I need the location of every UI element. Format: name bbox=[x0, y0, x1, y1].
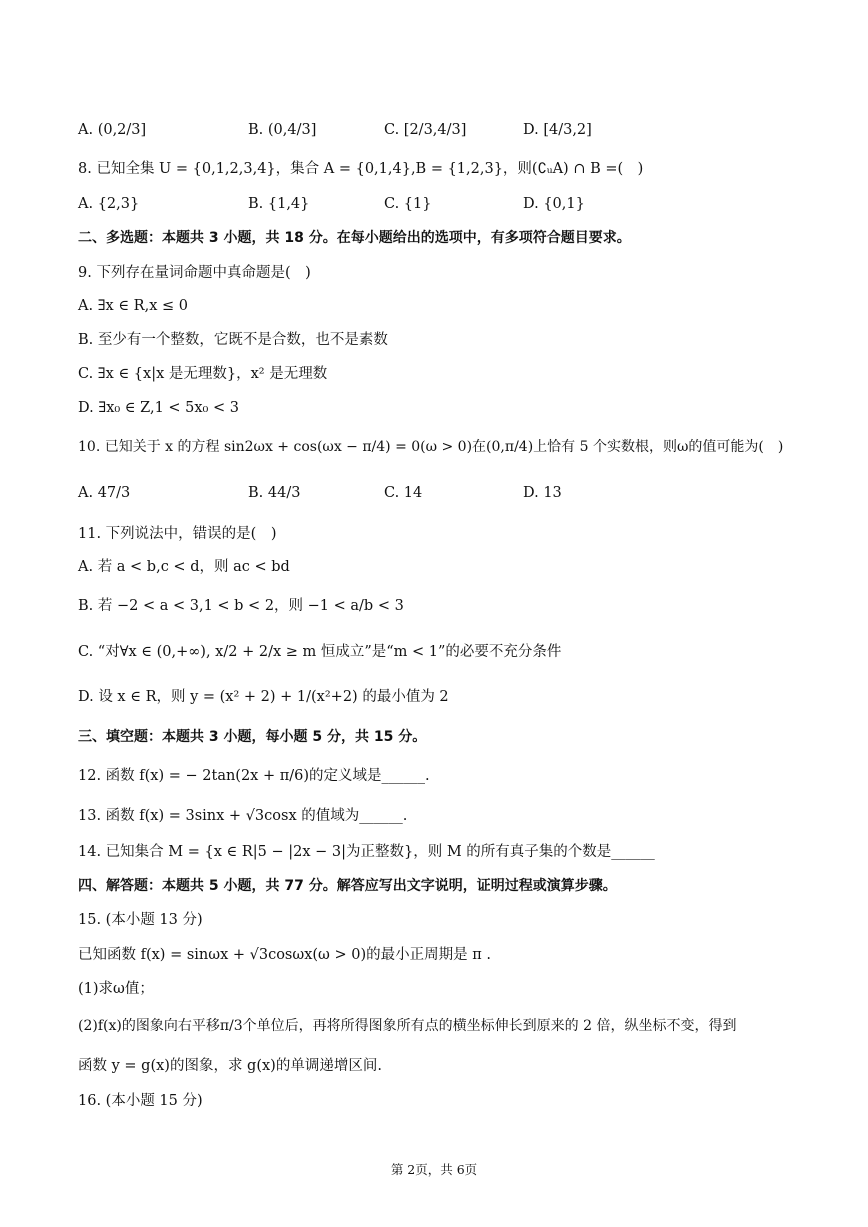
section-4-heading: 四、解答题：本题共 5 小题，共 77 分。解答应写出文字说明，证明过程或演算步骤。 bbox=[78, 878, 617, 894]
q14-text: 14. 已知集合 M = {x ∈ R|5 − |2x − 3|为正整数}，则 M 的所有真子集的个数是______ bbox=[78, 844, 655, 860]
q15-part-2-line-1: (2)f(x)的图象向右平移π/3个单位后，再将所得图象所有点的横坐标伸长到原来的 2 倍，纵坐标不变，得到 bbox=[78, 1018, 737, 1034]
q8-option-d: D. {0,1} bbox=[523, 196, 585, 212]
q11-option-d: D. 设 x ∈ R，则 y = (x² + 2) + 1/(x²+2) 的最小值为 2 bbox=[78, 689, 449, 705]
q9-option-c: C. ∃x ∈ {x|x 是无理数}，x² 是无理数 bbox=[78, 366, 328, 382]
q10-option-a: A. 47/3 bbox=[78, 485, 131, 501]
q15-part-2-line-2: 函数 y = g(x)的图象，求 g(x)的单调递增区间. bbox=[78, 1058, 382, 1074]
q10-stem: 10. 已知关于 x 的方程 sin2ωx + cos(ωx − π/4) = 0(ω > 0)在(0,π/4)上恰有 5 个实数根，则ω的值可能为( ) bbox=[78, 439, 784, 455]
q11-option-a: A. 若 a < b,c < d，则 ac < bd bbox=[78, 559, 290, 575]
q7-option-a: A. (0,2/3] bbox=[78, 122, 147, 138]
section-2-heading: 二、多选题：本题共 3 小题，共 18 分。在每小题给出的选项中，有多项符合题目要求。 bbox=[78, 230, 631, 246]
q7-option-c: C. [2/3,4/3] bbox=[384, 122, 467, 138]
q15-heading: 15. (本小题 13 分) bbox=[78, 912, 203, 928]
q11-option-c: C. “对∀x ∈ (0,+∞), x/2 + 2/x ≥ m 恒成立”是“m < 1”的必要不充分条件 bbox=[78, 644, 562, 660]
q9-option-b: B. 至少有一个整数，它既不是合数，也不是素数 bbox=[78, 332, 388, 348]
q7-option-d: D. [4/3,2] bbox=[523, 122, 592, 138]
q9-stem: 9. 下列存在量词命题中真命题是( ) bbox=[78, 265, 311, 281]
q8-stem: 8. 已知全集 U = {0,1,2,3,4}，集合 A = {0,1,4},B = {1,2,3}，则(∁ᵤA) ∩ B =( ) bbox=[78, 161, 644, 177]
section-3-heading: 三、填空题：本题共 3 小题，每小题 5 分，共 15 分。 bbox=[78, 729, 427, 745]
q9-option-a: A. ∃x ∈ R,x ≤ 0 bbox=[78, 298, 188, 314]
page-footer: 第 2页，共 6页 bbox=[390, 1162, 478, 1177]
q11-option-b: B. 若 −2 < a < 3,1 < b < 2，则 −1 < a/b < 3 bbox=[78, 598, 404, 614]
q10-option-d: D. 13 bbox=[523, 485, 562, 501]
q10-option-c: C. 14 bbox=[384, 485, 423, 501]
q10-option-b: B. 44/3 bbox=[248, 485, 301, 501]
q8-option-b: B. {1,4} bbox=[248, 196, 310, 212]
q8-option-a: A. {2,3} bbox=[78, 196, 140, 212]
q7-option-b: B. (0,4/3] bbox=[248, 122, 317, 138]
q13-text: 13. 函数 f(x) = 3sinx + √3cosx 的值域为______. bbox=[78, 808, 408, 824]
q9-option-d: D. ∃x₀ ∈ Z,1 < 5x₀ < 3 bbox=[78, 400, 239, 416]
q8-option-c: C. {1} bbox=[384, 196, 432, 212]
q12-text: 12. 函数 f(x) = − 2tan(2x + π/6)的定义域是______. bbox=[78, 768, 430, 784]
q15-part-1: (1)求ω值； bbox=[78, 981, 154, 997]
q11-stem: 11. 下列说法中，错误的是( ) bbox=[78, 526, 277, 542]
q15-stem: 已知函数 f(x) = sinωx + √3cosωx(ω > 0)的最小正周期是 π . bbox=[78, 947, 491, 963]
q16-heading: 16. (本小题 15 分) bbox=[78, 1093, 203, 1109]
